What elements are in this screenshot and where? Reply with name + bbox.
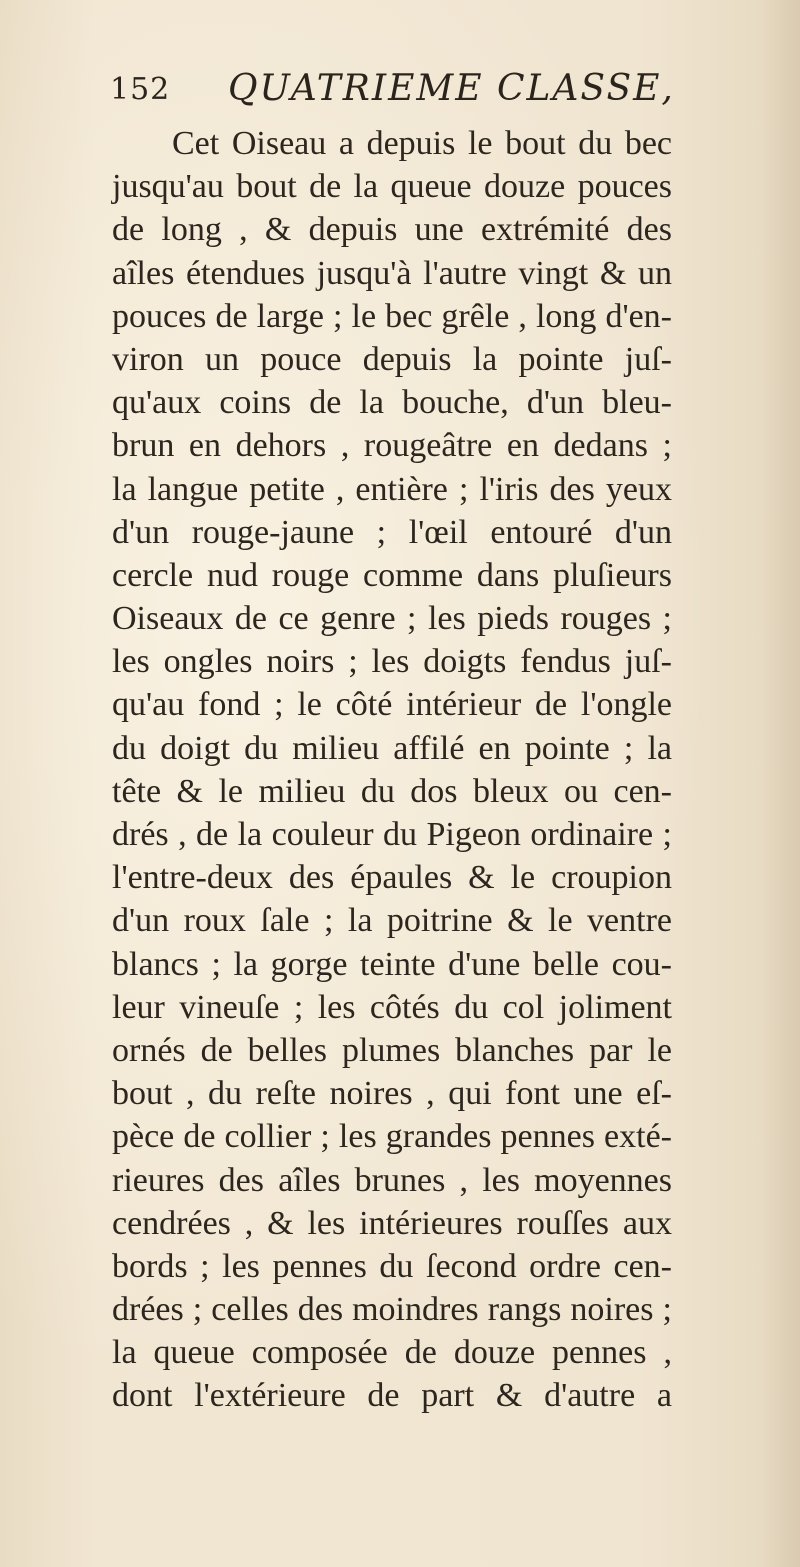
text-line: ornés de belles plumes blanches par le (112, 1031, 672, 1069)
text-line: bords ; les pennes du ſecond ordre cen- (112, 1247, 672, 1285)
text-line: les ongles noirs ; les doigts fendus juſ- (112, 643, 672, 681)
text-line: du doigt du milieu affilé en pointe ; la (112, 729, 672, 767)
text-line: qu'au fond ; le côté intérieur de l'ongle (112, 686, 672, 724)
text-line: Cet Oiseau a depuis le bout du bec (172, 125, 672, 162)
page-edge-shadow (760, 0, 800, 1567)
text-line: rieures des aîles brunes , les moyennes (112, 1161, 672, 1199)
text-line: aîles étendues jusqu'à l'autre vingt & un (112, 254, 672, 292)
text-line: pèce de collier ; les grandes pennes exté- (112, 1118, 672, 1156)
text-line: tête & le milieu du dos bleux ou cen- (112, 772, 672, 810)
text-line: cercle nud rouge comme dans pluſieurs (112, 556, 672, 594)
page-header (110, 68, 675, 122)
running-head: QUATRIEME CLASSE, (228, 68, 675, 109)
text-line: l'entre-deux des épaules & le croupion (112, 859, 672, 897)
page-number: 152 (110, 72, 171, 107)
text-line: Oiseaux de ce genre ; les pieds rouges ; (112, 600, 672, 638)
text-line: d'un rouge-jaune ; l'œil entouré d'un (112, 513, 672, 551)
text-line: blancs ; la gorge teinte d'une belle cou- (112, 945, 672, 983)
body-text (112, 122, 672, 1418)
text-line: drés , de la couleur du Pigeon ordinaire ; (112, 816, 672, 853)
text-line: brun en dehors , rougeâtre en dedans ; (112, 427, 672, 465)
text-line: qu'aux coins de la bouche, d'un bleu- (112, 384, 672, 422)
text-line: pouces de large ; le bec grêle , long d'en- (112, 297, 672, 335)
text-line: leur vineuſe ; les côtés du col joliment (112, 988, 672, 1026)
text-line: d'un roux ſale ; la poitrine & le ventre (112, 902, 672, 940)
text-line: drées ; celles des moindres rangs noires ; (112, 1291, 672, 1329)
text-line: viron un pouce depuis la pointe juſ- (112, 340, 672, 378)
text-line: bout , du reſte noires , qui font une eſ- (112, 1075, 672, 1113)
text-line: jusqu'au bout de la queue douze pouces (112, 168, 672, 206)
text-line: cendrées , & les intérieures rouſſes aux (112, 1204, 672, 1242)
text-line: dont l'extérieure de part & d'autre a (112, 1377, 672, 1415)
text-line: de long , & depuis une extrémité des (112, 211, 672, 249)
text-line: la queue composée de douze pennes , (112, 1334, 672, 1372)
text-line: la langue petite , entière ; l'iris des yeux (112, 470, 672, 508)
